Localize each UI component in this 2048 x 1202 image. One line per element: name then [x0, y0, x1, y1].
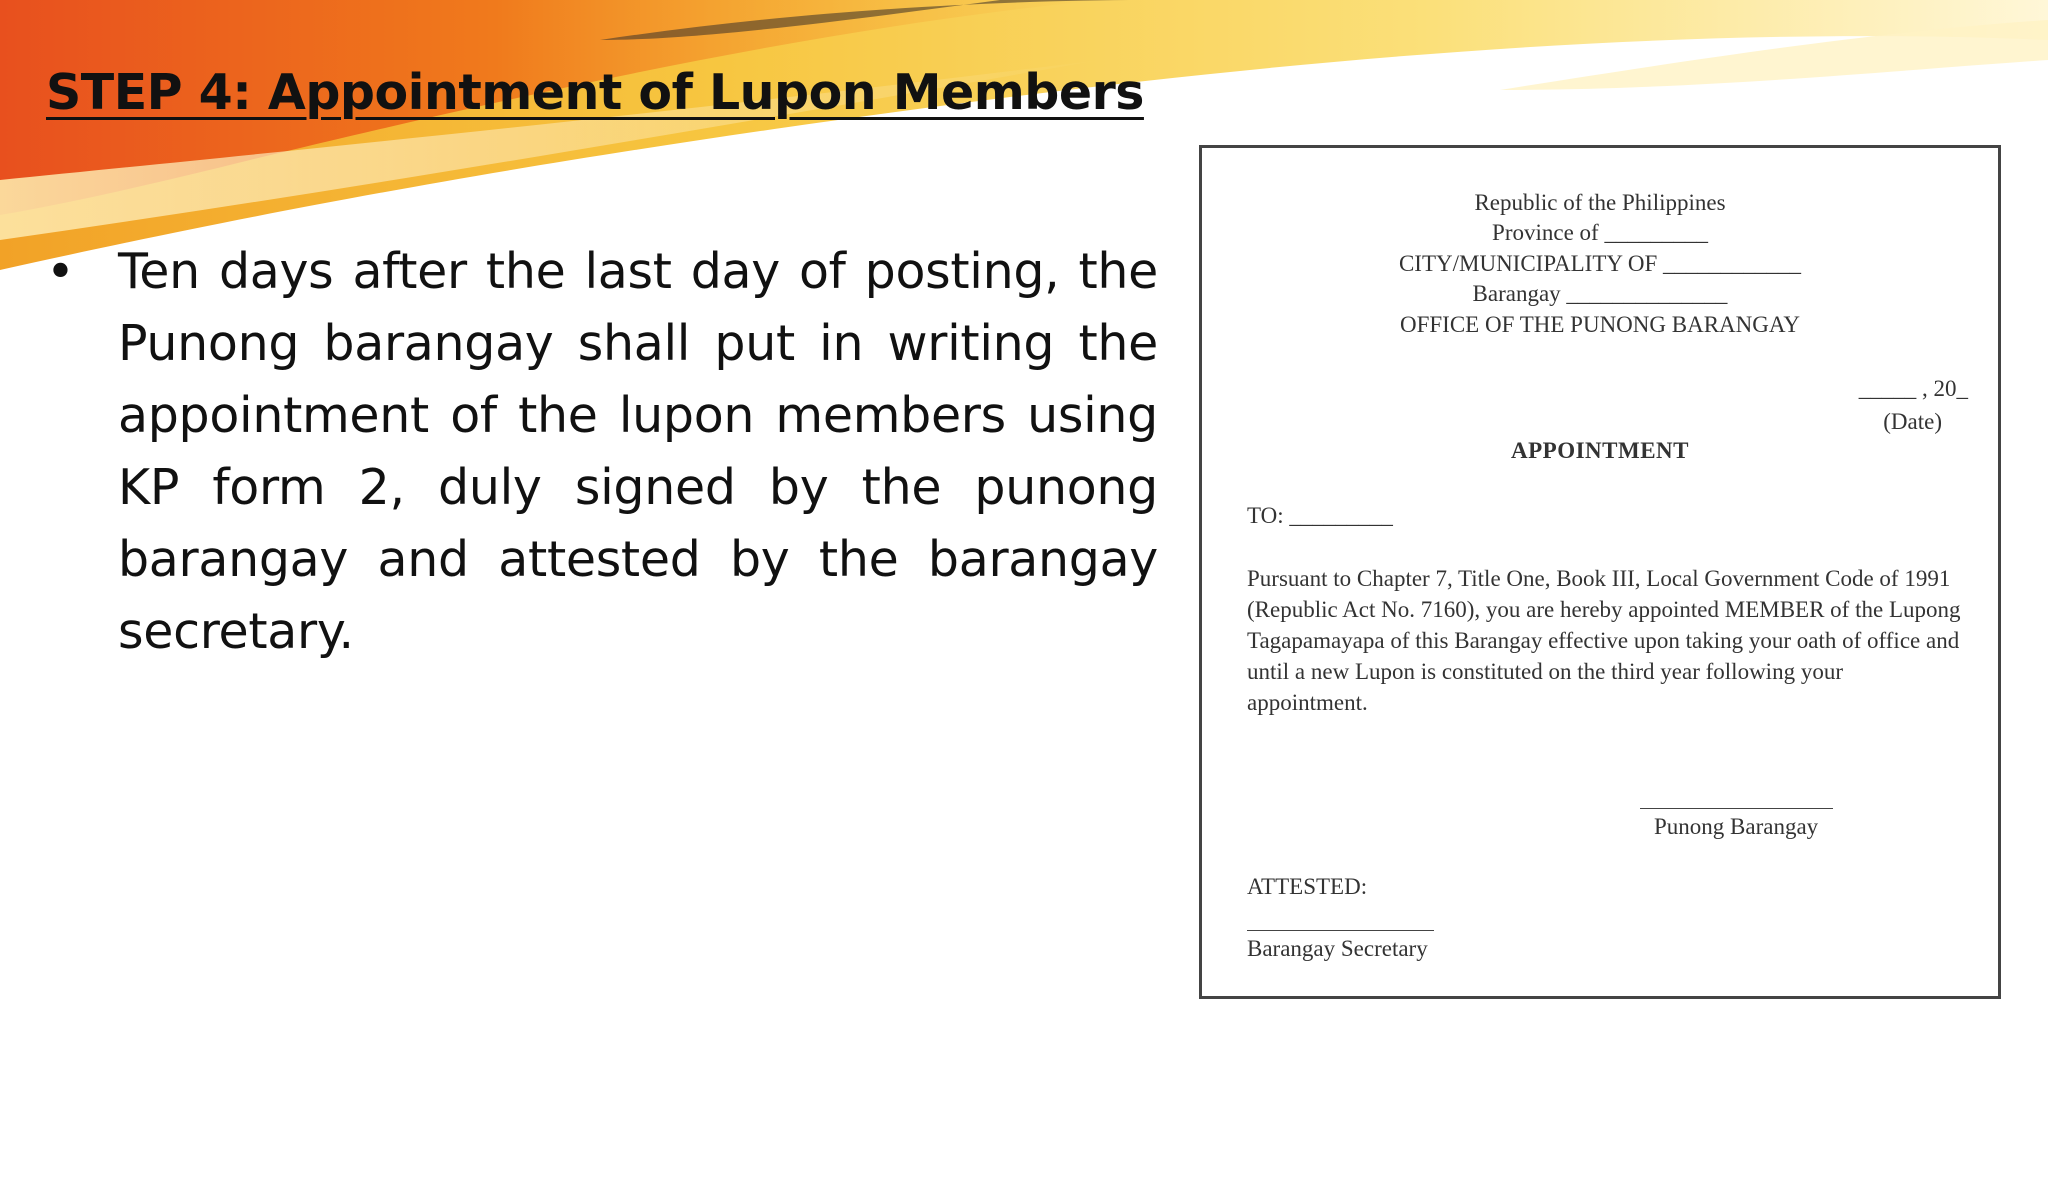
form-attested-label: ATTESTED:	[1247, 874, 1368, 899]
bullet-text: Ten days after the last day of posting, the Punong barangay shall put in writing the appointment of the lupon members using KP form 2, duly signed by the punong barangay and attested by the barangay secretary.	[118, 243, 1158, 660]
form-date-line: _____ , 20_	[1858, 376, 1968, 401]
form-header-barangay: Barangay ______________	[1472, 281, 1728, 306]
form-body-text: Pursuant to Chapter 7, Title One, Book III, Local Government Code of 1991 (Republic Act No. 7160), you are hereby appointed MEMBER of the Lupong Tagapamayapa of this Barangay effective upon taking your oath of office and until a new Lupon is constituted on the third year following your appointment.	[1247, 566, 1961, 715]
signature-line	[1640, 808, 1833, 809]
form-date-label: (Date)	[1883, 409, 1942, 434]
form-to-line: TO: _________	[1247, 503, 1393, 528]
form-header-city: CITY/MUNICIPALITY OF ____________	[1398, 251, 1802, 276]
secretary-signature-line	[1247, 930, 1434, 931]
form-secretary: Barangay Secretary	[1247, 936, 1428, 961]
form-header-office: OFFICE OF THE PUNONG BARANGAY	[1399, 312, 1800, 337]
form-header-province: Province of _________	[1492, 220, 1708, 245]
slide-title: STEP 4: Appointment of Lupon Members	[46, 64, 1144, 121]
form-title: APPOINTMENT	[1511, 438, 1689, 463]
form-header-republic: Republic of the Philippines	[1474, 190, 1726, 215]
form-signatory: Punong Barangay	[1654, 814, 1819, 839]
kp-form-2-image	[1199, 145, 2001, 999]
bullet-dot-icon: •	[46, 243, 75, 300]
